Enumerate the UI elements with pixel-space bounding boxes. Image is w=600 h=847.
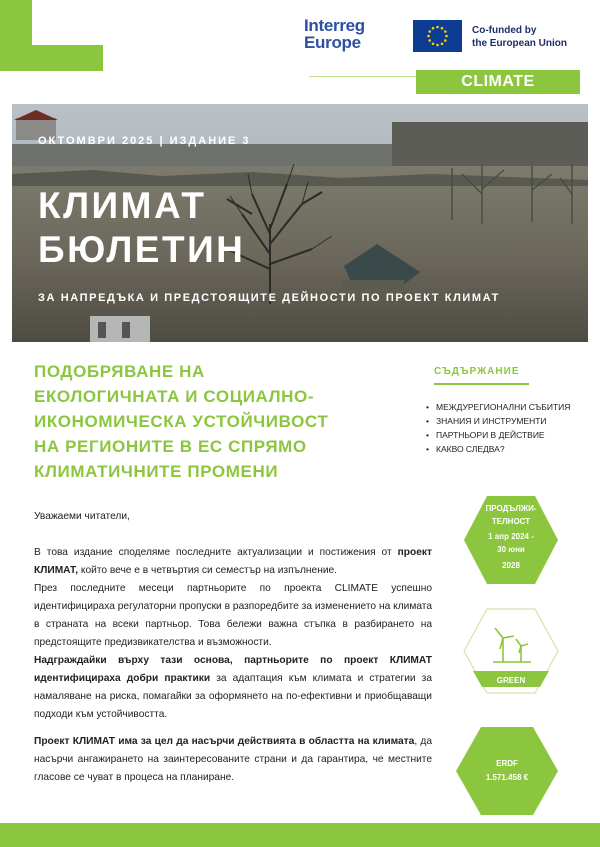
eu-star-icon <box>445 35 448 38</box>
erdf-hexagon <box>455 726 559 816</box>
duration-value-line3: 2028 <box>502 561 520 570</box>
eu-star-icon <box>441 42 444 45</box>
eu-star-icon <box>444 39 447 42</box>
eu-star-icon <box>436 44 439 47</box>
erdf-label: ERDF <box>496 759 518 768</box>
intro-text-bold: проект КЛИМАТ, <box>34 547 432 576</box>
duration-label-line1: ПРОДЪЛЖИ- <box>485 504 537 513</box>
aim-text: , да насърчи ангажирането на заинтересованите страни и да гарантира, че местните гласове се чуват в процеса на планиране. <box>34 736 432 783</box>
practices-text: за адаптация към климата и стратегии за намаляване на риска, помагайки за оформянето на по-ефективни и приобщаващи подходи към устойчивостта. <box>34 673 433 720</box>
toc-item[interactable]: • ПАРТНЬОРИ В ДЕЙСТВИЕ <box>426 428 570 442</box>
aim-paragraph <box>34 733 432 787</box>
climate-project-badge: CLIMATE <box>416 70 580 94</box>
interreg-logo-line1: Interreg <box>304 16 365 35</box>
green-label: GREEN <box>496 676 526 685</box>
eu-star-icon <box>441 27 444 30</box>
eu-star-icon <box>444 30 447 33</box>
intro-paragraph <box>34 544 432 580</box>
toc-list <box>426 400 570 456</box>
greeting: Уважаеми читатели, <box>34 511 130 522</box>
hero-banner <box>12 104 588 342</box>
aim-text-bold: Проект КЛИМАТ има за цел да насърчи действията в областта на климата <box>34 736 415 747</box>
practices-paragraph <box>34 652 432 724</box>
erdf-value: 1.571.458 € <box>485 773 529 782</box>
headline-line: ЕКОЛОГИЧНАТА И СОЦИАЛНО- <box>34 387 315 406</box>
footer-bar <box>0 823 600 847</box>
headline-line: ПОДОБРЯВАНЕ НА <box>34 362 205 381</box>
edition-line: ОКТОМВРИ 2025 | ИЗДАНИЕ 3 <box>38 135 251 147</box>
eu-star-icon <box>436 26 439 29</box>
eu-label-line1: Co-funded by <box>472 25 537 36</box>
newsletter-title <box>38 184 245 272</box>
headline-line: ИКОНОМИЧЕСКА УСТОЙЧИВОСТ <box>34 412 329 431</box>
duration-label <box>463 502 559 528</box>
intro-text-c: който вече е в четвъртия си семестър на изпълнение. <box>78 565 338 576</box>
eu-star-icon <box>432 42 435 45</box>
eu-star-icon <box>428 39 431 42</box>
green-hexagon <box>463 608 559 694</box>
title-line1: КЛИМАТ <box>38 185 207 226</box>
eu-star-icon <box>428 30 431 33</box>
interreg-europe-logo <box>304 17 399 51</box>
duration-value-line2: 30 юни <box>497 545 525 554</box>
duration-value-line1: 1 апр 2024 - <box>488 532 534 541</box>
headline-line: КЛИМАТИЧНИТЕ ПРОМЕНИ <box>34 462 279 481</box>
eu-label-line2: the European Union <box>472 38 567 49</box>
eu-star-icon <box>432 27 435 30</box>
intro-text-a: В това издание споделяме последните актуализации и постижения от <box>34 547 398 558</box>
corner-accent-shape <box>0 0 103 71</box>
interreg-logo-line2: Europe <box>304 33 361 52</box>
title-line2: БЮЛЕТИН <box>38 229 246 270</box>
duration-hexagon <box>463 494 559 586</box>
header-divider <box>309 76 416 77</box>
eu-cofunded-label <box>472 24 567 50</box>
headline-line: НА РЕГИОНИТЕ В ЕС СПРЯМО <box>34 437 307 456</box>
practices-text-bold: Надграждайки върху тази основа, партньорите по проект КЛИМАТ идентифицираха добри практики <box>34 655 432 684</box>
eu-star-icon <box>427 35 430 38</box>
duration-value <box>463 530 559 572</box>
toc-item[interactable]: • ЗНАНИЯ И ИНСТРУМЕНТИ <box>426 414 570 428</box>
toc-item[interactable]: • КАКВО СЛЕДВА? <box>426 442 570 456</box>
toc-item[interactable]: • МЕЖДУРЕГИОНАЛНИ СЪБИТИЯ <box>426 400 570 414</box>
newsletter-subtitle: ЗА НАПРЕДЪКА И ПРЕДСТОЯЩИТЕ ДЕЙНОСТИ ПО ПРОЕКТ КЛИМАТ <box>38 292 500 304</box>
toc-title: СЪДЪРЖАНИЕ <box>434 366 529 385</box>
gaps-paragraph: През последните месеци партньорите по проекта CLIMATE успешно идентифицираха регулаторни пропуски в разпоредбите за изменението на климата в страната на всеки партньор. Това бележи важна стъпка в разбирането на предстоящите предизвикателства и възможности. <box>34 583 432 648</box>
eu-flag-icon <box>413 20 462 52</box>
main-headline <box>34 359 384 484</box>
duration-label-line2: ТЕЛНОСТ <box>491 517 531 526</box>
